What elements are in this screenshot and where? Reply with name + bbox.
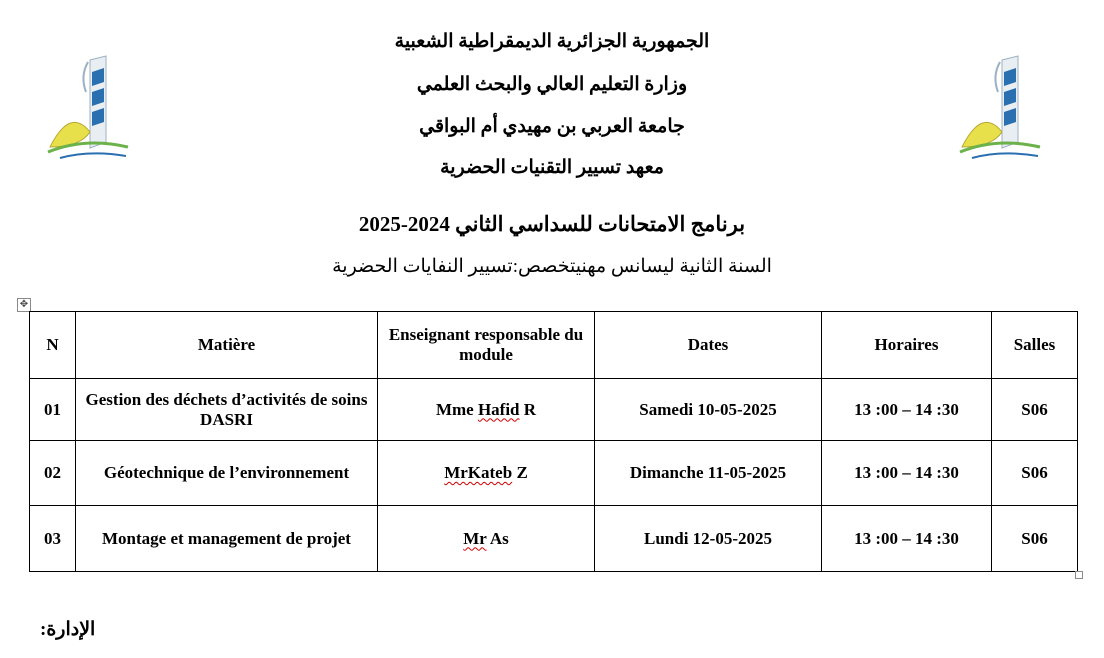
document-subtitle: السنة الثانية ليسانس مهنيتخصص:تسيير النفايات الحضرية (332, 256, 772, 277)
cell-salle: S06 (992, 379, 1078, 441)
document-title: برنامج الامتحانات للسداسي الثاني 2024-2025 (358, 212, 746, 236)
table-row (30, 506, 1078, 572)
cell-enseignant (378, 441, 595, 506)
cell-horaire: 13 :00 – 14 :30 (822, 506, 992, 572)
cell-date: Samedi 10-05-2025 (595, 379, 822, 441)
table-row (30, 441, 1078, 506)
cell-n: 02 (30, 441, 76, 506)
enseignant-suffix: Z (512, 463, 528, 482)
university-logo-left (40, 52, 135, 172)
enseignant-name: Hafid (477, 399, 520, 419)
university-logo-right (952, 52, 1047, 172)
cell-horaire: 13 :00 – 14 :30 (822, 441, 992, 506)
cell-enseignant (378, 506, 595, 572)
header-institute: معهد تسيير التقنيات الحضرية (440, 157, 664, 178)
header-dates: Dates (595, 312, 822, 379)
cell-matiere: Gestion des déchets d’activités de soins DASRI (76, 379, 378, 441)
header-salles: Salles (992, 312, 1078, 379)
table-move-handle-icon[interactable]: ✥ (17, 298, 31, 312)
cell-date: Lundi 12-05-2025 (595, 506, 822, 572)
header-university: جامعة العربي بن مهيدي أم البواقي (419, 116, 685, 137)
header-matiere: Matière (76, 312, 378, 379)
cell-matiere: Montage et management de projet (76, 506, 378, 572)
cell-date: Dimanche 11-05-2025 (595, 441, 822, 506)
table-header-row (30, 312, 1078, 379)
enseignant-name: MrKateb (444, 463, 513, 482)
cell-n: 01 (30, 379, 76, 441)
cell-enseignant (378, 379, 595, 441)
enseignant-prefix: Mme (435, 399, 478, 419)
cell-matiere: Géotechnique de l’environnement (76, 441, 378, 506)
cell-salle: S06 (992, 506, 1078, 572)
exam-schedule-table (29, 311, 1078, 572)
table-row (30, 379, 1078, 441)
header-n: N (30, 312, 76, 379)
header-horaires: Horaires (822, 312, 992, 379)
header-ministry: وزارة التعليم العالي والبحث العلمي (416, 74, 688, 95)
cell-salle: S06 (992, 441, 1078, 506)
header-country: الجمهورية الجزائرية الديمقراطية الشعبية (394, 31, 710, 52)
cell-horaire: 13 :00 – 14 :30 (822, 379, 992, 441)
cell-n: 03 (30, 506, 76, 572)
enseignant-suffix: As (486, 528, 509, 548)
header-enseignant: Enseignant responsable du module (378, 312, 595, 379)
enseignant-suffix: R (519, 399, 537, 419)
enseignant-name: Mr (463, 528, 487, 548)
administration-label: الإدارة: (40, 619, 96, 640)
table-resize-handle[interactable] (1075, 571, 1083, 579)
